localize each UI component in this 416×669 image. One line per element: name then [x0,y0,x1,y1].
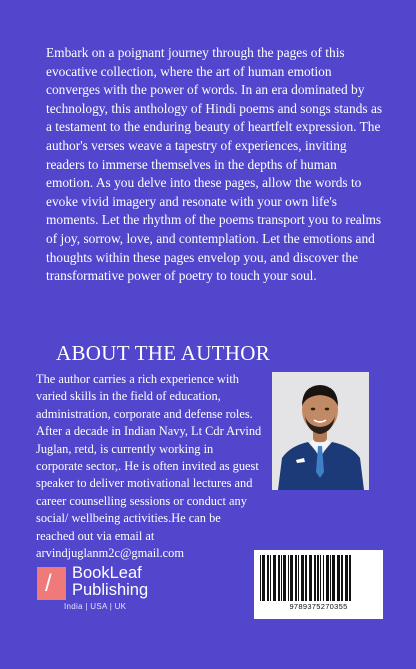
author-portrait-image [272,372,369,490]
publisher-name-line2: Publishing [72,581,149,599]
author-photo [272,372,369,490]
author-bio: The author carries a rich experience with varied skills in the field of education, administration, corporate and defense roles. After a decade in Indian Navy, Lt Cdr Arvind Juglan, retd, is currently working in corporate sector,. He is often invited as guest speaker to deliver motivational lectures and career counselling sessions or conduct any social/ wellbeing activities.He can be reached out via email at arvindjuglanm2c@gmail.com [36,372,262,561]
book-blurb: Embark on a poignant journey through the pages of this evocative collection, where the art of human emotion converges with the power of words. In an era dominated by technology, this anthology of Hindi poems and songs stands as a testament to the enduring beauty of heartfelt expression. The author's verses weave a tapestry of experiences, inviting readers to immerse themselves in the depths of human emotion. As you delve into these pages, allow the words to evoke vivid imagery and resonate with your own life's moments. Let the rhythm of the poems transport you to realms of joy, sorrow, love, and contemplation. Let the emotions and thoughts within these pages envelop you, and discover the transformative power of poetry to touch your soul. [46,45,383,284]
bookleaf-logo-icon [37,567,66,600]
isbn-number: 9789375270355 [289,602,348,611]
publisher-name-line1: BookLeaf [72,564,142,582]
logo-glyph: / [45,570,52,597]
isbn-barcode [254,550,383,619]
about-author-heading: ABOUT THE AUTHOR [56,341,271,365]
publisher-logo [36,565,236,615]
barcode-bars [259,555,378,601]
publisher-regions: India | USA | UK [64,602,127,611]
